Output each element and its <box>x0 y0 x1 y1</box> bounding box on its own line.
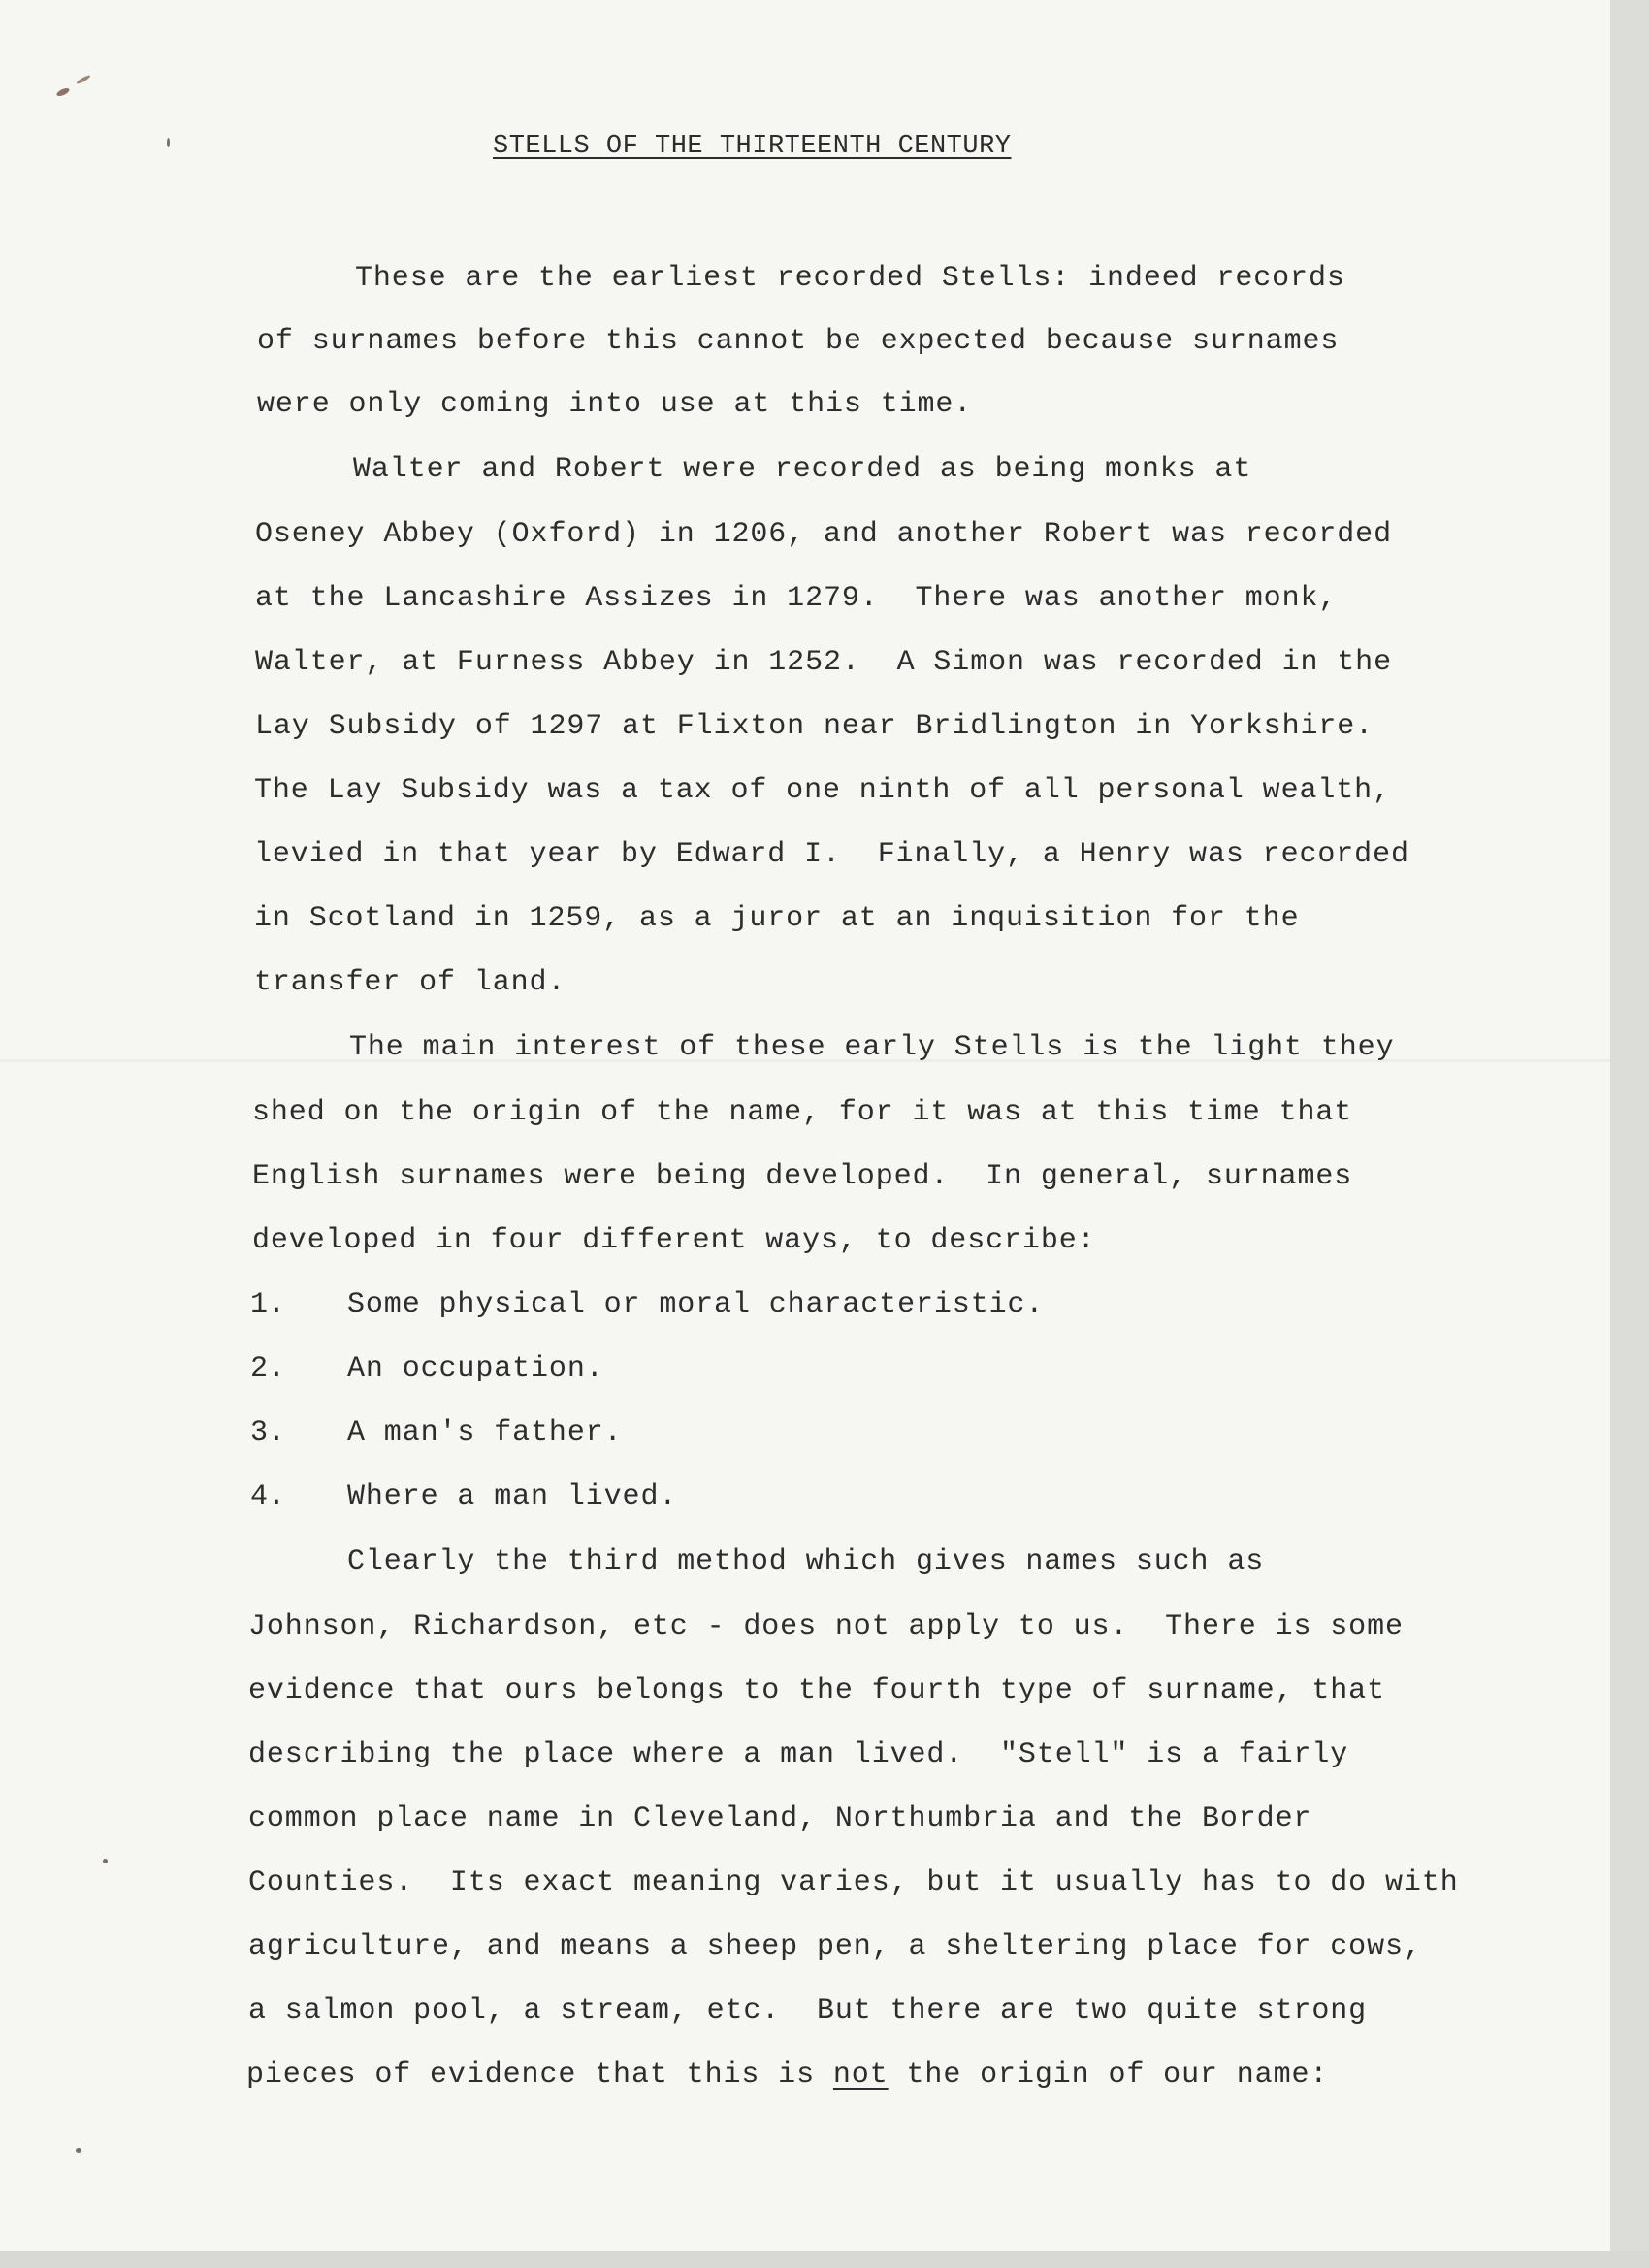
ink-speck <box>55 86 70 97</box>
last-line-end: the origin of our name: <box>888 2058 1329 2091</box>
text-line: shed on the origin of the name, for it was at this time that <box>252 1096 1353 1129</box>
emphasis-not: not <box>832 2058 889 2091</box>
list-item-number: 1. <box>250 1288 286 1321</box>
text-line: describing the place where a man lived. "Stell" is a fairly <box>248 1738 1349 1771</box>
text-line: of surnames before this cannot be expected because surnames <box>257 325 1340 358</box>
text-line: The main interest of these early Stells is the light they <box>349 1031 1395 1064</box>
list-item-text: Some physical or moral characteristic. <box>347 1288 1045 1321</box>
text-line: Walter, at Furness Abbey in 1252. A Simon was recorded in the <box>255 646 1392 679</box>
list-item-number: 3. <box>250 1416 286 1449</box>
text-line: Clearly the third method which gives names such as <box>347 1545 1265 1578</box>
text-line: Walter and Robert were recorded as being monks at <box>353 453 1252 486</box>
list-item-number: 2. <box>250 1352 286 1385</box>
text-line: a salmon pool, a stream, etc. But there are two quite strong <box>248 1994 1368 2027</box>
last-line-start: pieces of evidence that this is <box>246 2058 833 2091</box>
text-line: transfer of land. <box>254 966 566 999</box>
text-line: Johnson, Richardson, etc - does not apply to us. There is some <box>248 1610 1404 1643</box>
text-line: agriculture, and means a sheep pen, a sheltering place for cows, <box>248 1930 1422 1963</box>
list-item-text: A man's father. <box>347 1416 623 1449</box>
text-line: Counties. Its exact meaning varies, but it usually has to do with <box>248 1866 1459 1899</box>
text-line: English surnames were being developed. In general, surnames <box>252 1160 1353 1193</box>
ink-speck <box>167 138 170 147</box>
page-title: STELLS OF THE THIRTEENTH CENTURY <box>493 132 1012 161</box>
list-item-text: Where a man lived. <box>347 1480 678 1513</box>
text-line: common place name in Cleveland, Northumbria and the Border <box>248 1802 1312 1835</box>
ink-speck <box>103 1859 108 1863</box>
text-line: levied in that year by Edward I. Finally, a Henry was recorded <box>254 838 1409 871</box>
text-line: were only coming into use at this time. <box>257 388 973 421</box>
ink-speck <box>76 74 91 84</box>
text-line: at the Lancashire Assizes in 1279. There was another monk, <box>255 582 1338 615</box>
list-item-text: An occupation. <box>347 1352 604 1385</box>
list-item-number: 4. <box>250 1480 286 1513</box>
text-line: Lay Subsidy of 1297 at Flixton near Bridlington in Yorkshire. <box>255 710 1374 743</box>
text-line: in Scotland in 1259, as a juror at an inquisition for the <box>254 902 1300 935</box>
page-bottom-shadow <box>0 2251 1649 2268</box>
page-edge-shadow <box>1610 0 1649 2268</box>
text-line: The Lay Subsidy was a tax of one ninth of all personal wealth, <box>254 774 1391 807</box>
text-line: developed in four different ways, to describe: <box>252 1224 1096 1257</box>
ink-speck <box>76 2148 81 2153</box>
text-line: Oseney Abbey (Oxford) in 1206, and another Robert was recorded <box>255 518 1392 551</box>
text-line: These are the earliest recorded Stells: indeed records <box>355 262 1345 295</box>
text-line: evidence that ours belongs to the fourth type of surname, that <box>248 1674 1385 1707</box>
text-line-last <box>246 2058 1328 2091</box>
